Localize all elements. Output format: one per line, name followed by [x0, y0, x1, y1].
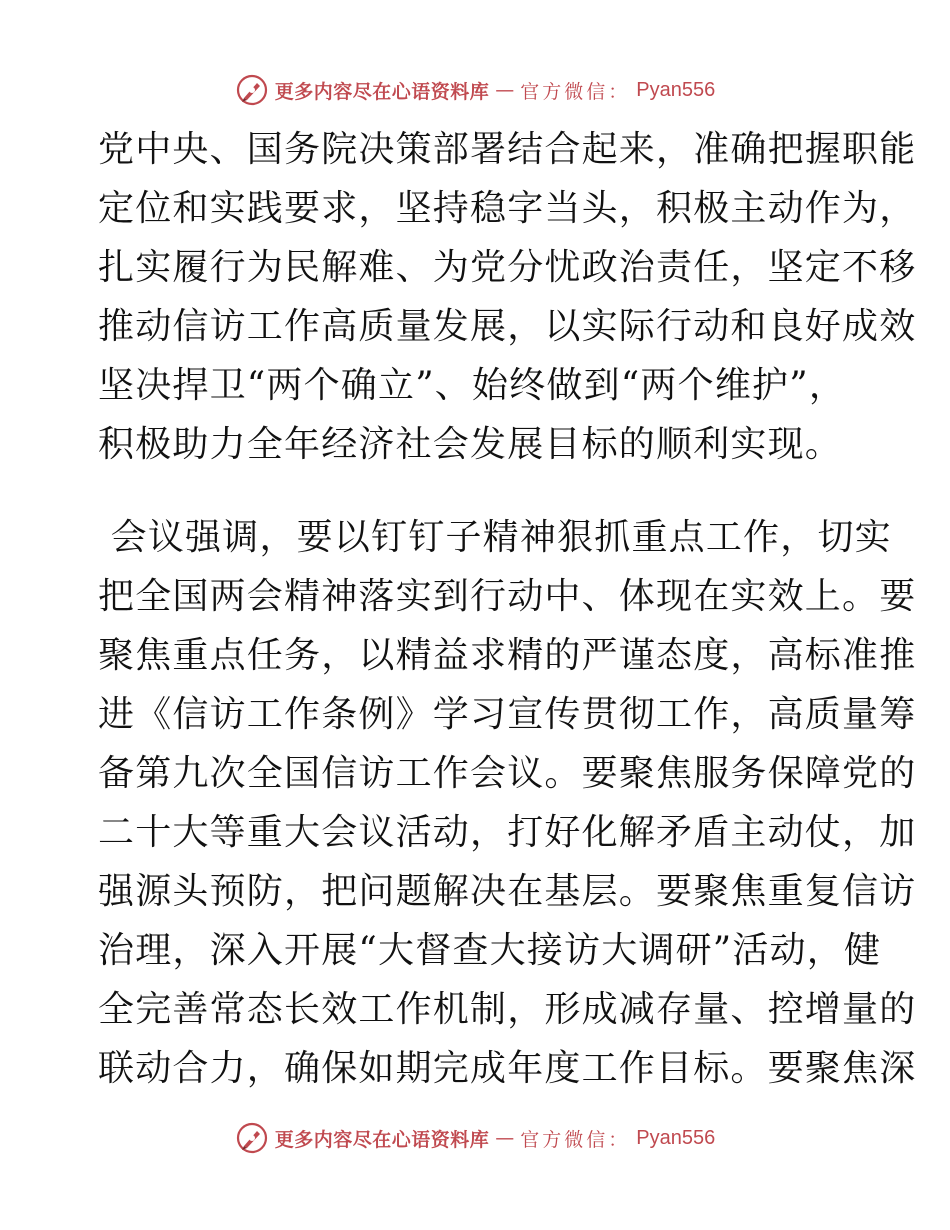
watermark-wechat-label: 官方微信： [520, 1128, 631, 1151]
document-body [98, 120, 917, 1098]
text-line: 定位和实践要求，坚持稳字当头，积极主动作为， [98, 188, 917, 229]
text-line: 全完善常态长效工作机制，形成减存量、控增量的 [98, 989, 917, 1030]
text-line: 会议强调，要以钉钉子精神狠抓重点工作，切实 [98, 517, 892, 558]
watermark-wechat-label: 官方微信： [520, 80, 631, 103]
text-line: 坚决捍卫“两个确立”、始终做到“两个维护”， [98, 365, 847, 406]
watermark-dash: — [495, 79, 515, 101]
pen-logo-icon [235, 73, 269, 107]
watermark-text: 更多内容尽在心语资料库 [274, 80, 490, 103]
watermark-text: 更多内容尽在心语资料库 [274, 1128, 490, 1151]
paragraph [98, 508, 917, 1098]
watermark-wechat-id: Pyan556 [636, 1126, 716, 1149]
header-watermark [0, 70, 950, 110]
watermark-wechat-id: Pyan556 [636, 78, 716, 101]
text-line: 党中央、国务院决策部署结合起来，准确把握职能 [98, 129, 917, 170]
text-line: 聚焦重点任务，以精益求精的严谨态度，高标准推 [98, 635, 917, 676]
pen-logo-icon [235, 1121, 269, 1155]
text-line: 把全国两会精神落实到行动中、体现在实效上。要 [98, 576, 917, 617]
watermark-dash: — [495, 1127, 515, 1149]
text-line: 治理，深入开展“大督查大接访大调研”活动，健 [98, 930, 882, 971]
paragraph [98, 120, 917, 474]
text-line: 积极助力全年经济社会发展目标的顺利实现。 [98, 424, 843, 465]
footer-watermark [0, 1118, 950, 1158]
text-line: 二十大等重大会议活动，打好化解矛盾主动仗，加 [98, 812, 917, 853]
paragraph-gap [98, 474, 858, 508]
text-line: 联动合力，确保如期完成年度工作目标。要聚焦深 [98, 1048, 917, 1089]
text-line: 扎实履行为民解难、为党分忧政治责任，坚定不移 [98, 247, 917, 288]
text-line: 强源头预防，把问题解决在基层。要聚焦重复信访 [98, 871, 917, 912]
text-line: 推动信访工作高质量发展，以实际行动和良好成效 [98, 306, 917, 347]
text-line: 备第九次全国信访工作会议。要聚焦服务保障党的 [98, 753, 917, 794]
text-line: 进《信访工作条例》学习宣传贯彻工作，高质量筹 [98, 694, 917, 735]
